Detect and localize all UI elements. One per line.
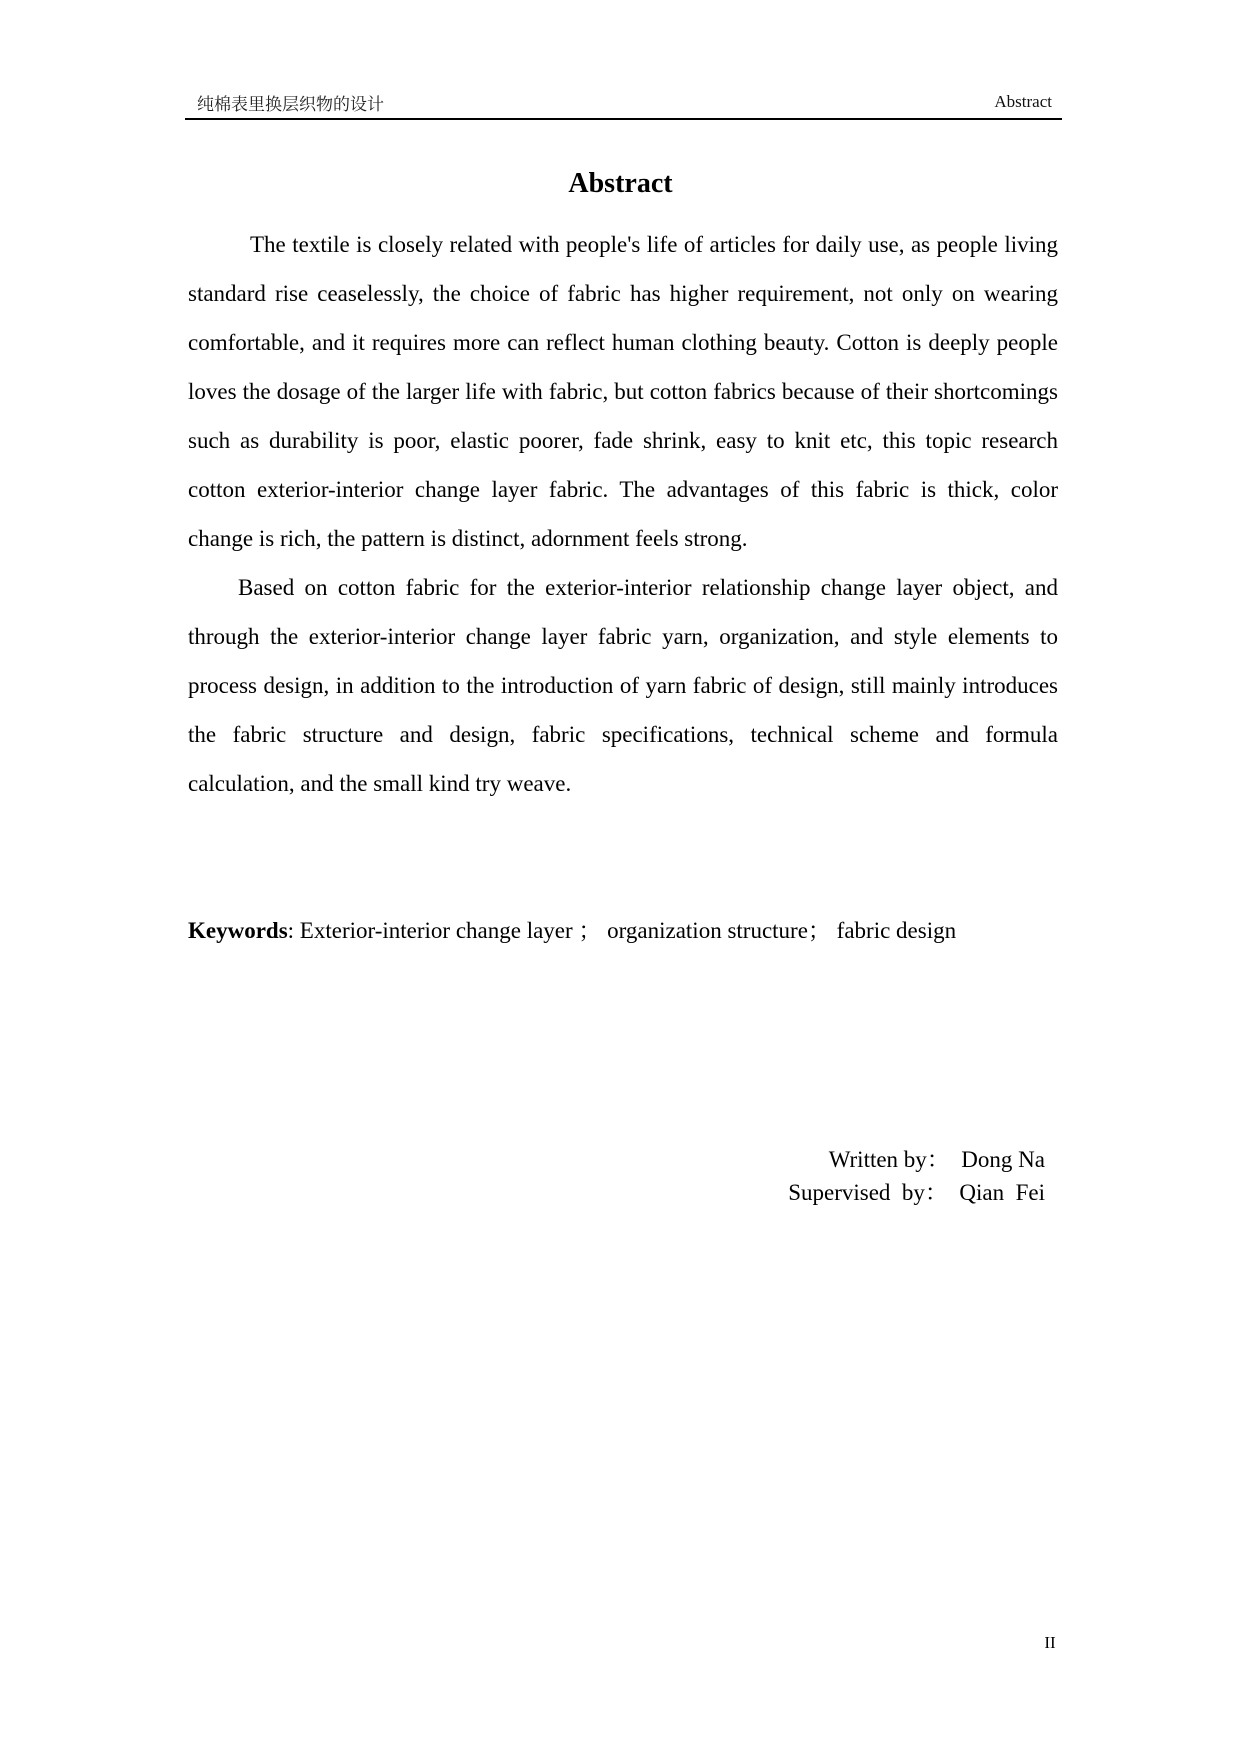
- running-header: [185, 88, 1062, 120]
- abstract-paragraph-1: The textile is closely related with people's life of articles for daily use, as people living standard rise ceaselessly, the choice of fabric has higher requirement, not only on wearing comfortable, and it requires more can reflect human clothing beauty. Cotton is deeply people loves the dosage of the larger life with fabric, but cotton fabrics because of their shortcomings such as durability is poor, elastic poorer, fade shrink, easy to knit etc, this topic research cotton exterior-interior change layer fabric. The advantages of this fabric is thick, color change is rich, the pattern is distinct, adornment feels strong.: [188, 232, 1058, 551]
- keywords-line: [188, 914, 1058, 948]
- credits-block: [788, 1143, 1045, 1209]
- page-title: Abstract: [568, 168, 673, 199]
- abstract-paragraph-2: Based on cotton fabric for the exterior-interior relationship change layer object, and through the exterior-interior change layer fabric yarn, organization, and style elements to process design, in addition to the introduction of yarn fabric of design, still mainly introduces the fabric structure and design, fabric specifications, technical scheme and formula calculation, and the small kind try weave.: [188, 575, 1058, 796]
- page-number: II: [1044, 1633, 1056, 1652]
- abstract-body: [188, 220, 1058, 808]
- header-section-name: Abstract: [994, 92, 1052, 111]
- header-thesis-title: 纯棉表里换层织物的设计: [197, 95, 384, 115]
- written-by-line: Written by： Dong Na: [828, 1147, 1045, 1172]
- supervised-by-line: Supervised by： Qian Fei: [788, 1180, 1045, 1205]
- keywords-label: Keywords: [188, 918, 288, 943]
- keywords-text: : Exterior-interior change layer ； organization structure； fabric design: [287, 918, 957, 943]
